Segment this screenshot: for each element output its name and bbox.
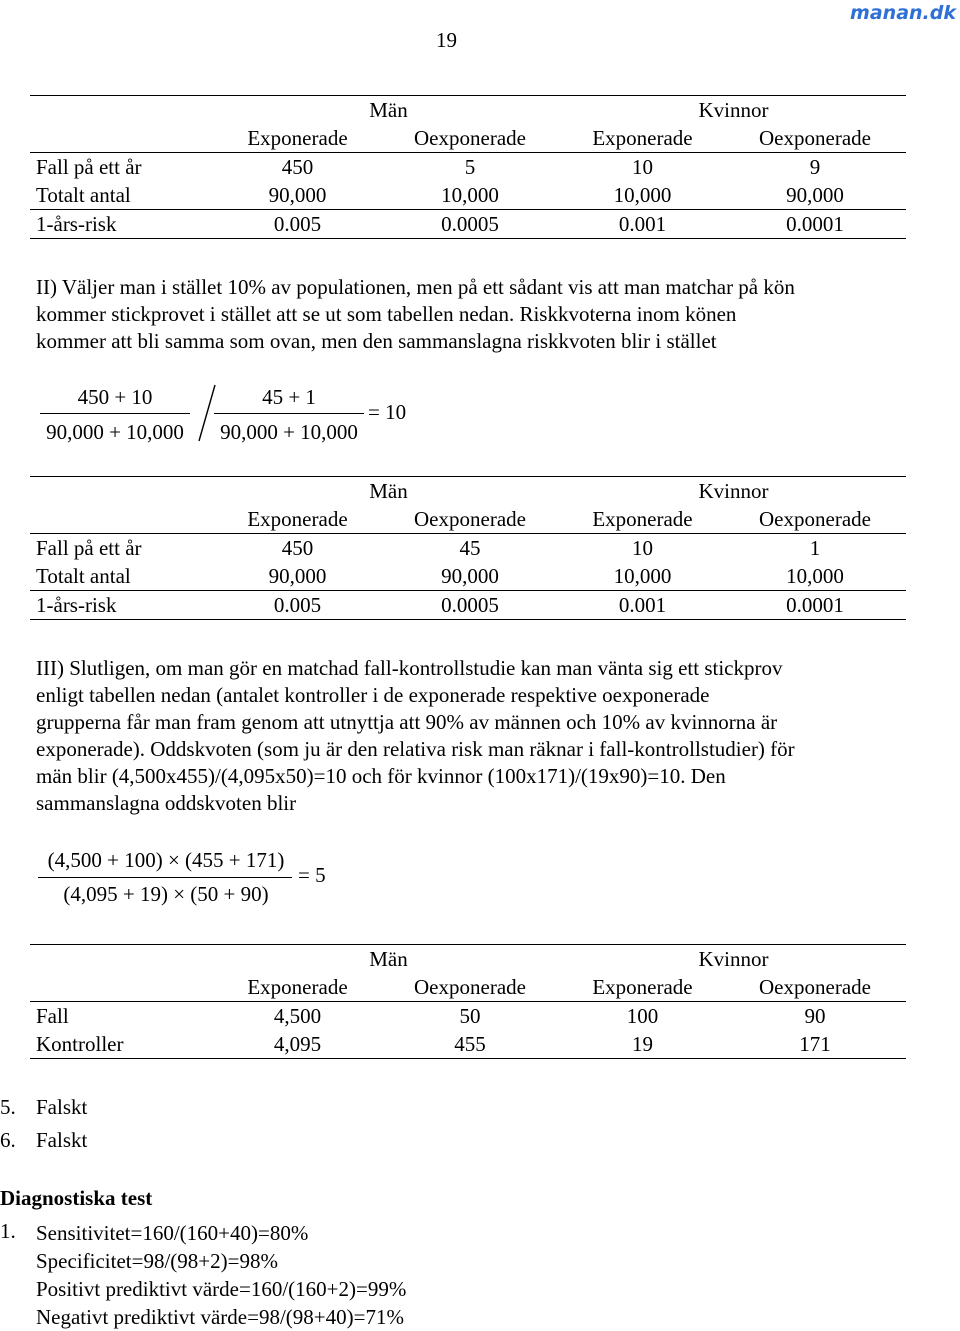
- table-cell: 0.001: [561, 591, 724, 620]
- column-header: Exponerade: [247, 126, 348, 150]
- formula-result: = 10: [368, 400, 407, 424]
- table-cell: 90,000: [441, 564, 499, 588]
- table-cell: 10: [561, 153, 724, 182]
- paragraph-iii: [36, 655, 916, 817]
- table-cell: 450: [216, 534, 379, 563]
- table-cell: 10,000: [613, 564, 672, 588]
- page-number: 19: [436, 28, 457, 52]
- column-header: Exponerade: [592, 126, 693, 150]
- table-cell: 10,000: [786, 564, 844, 588]
- risk-table-2: [30, 476, 906, 620]
- row-label: Fall på ett år: [30, 534, 216, 563]
- list-item: Sensitivitet=160/(160+40)=80%: [36, 1221, 309, 1245]
- table-cell: 19: [561, 1030, 724, 1059]
- table-cell: 0.005: [216, 591, 379, 620]
- table-cell: 90,000: [268, 183, 327, 207]
- fraction-bar: [38, 877, 292, 878]
- table-cell: 5: [379, 153, 561, 182]
- column-header: Exponerade: [247, 507, 348, 531]
- column-header: Oexponerade: [414, 126, 526, 150]
- column-header: Oexponerade: [759, 975, 871, 999]
- list-item: Specificitet=98/(98+2)=98%: [36, 1249, 278, 1273]
- column-header: Oexponerade: [759, 126, 871, 150]
- answer-number: 6.: [0, 1128, 16, 1152]
- text-line: män blir (4,500x455)/(4,095x50)=10 och för kvinnor (100x171)/(19x90)=10. Den: [36, 764, 726, 788]
- section-heading: Diagnostiska test: [0, 1186, 153, 1210]
- row-label: 1-års-risk: [30, 210, 216, 239]
- table-cell: 0.005: [216, 210, 379, 239]
- answer-text: Falskt: [36, 1095, 88, 1119]
- table-row: [30, 153, 906, 182]
- table-cell: 90,000: [786, 183, 844, 207]
- table-cell: 4,095: [216, 1030, 379, 1059]
- table-row: [30, 210, 906, 239]
- text-line: kommer att bli samma som ovan, men den sammanslagna riskkvoten blir i stället: [36, 329, 717, 353]
- table-cell: 50: [379, 1002, 561, 1031]
- table-row: [30, 591, 906, 620]
- row-label: 1-års-risk: [30, 591, 216, 620]
- answer-number: 5.: [0, 1095, 16, 1119]
- column-header: Oexponerade: [414, 507, 526, 531]
- diagnostic-results: [36, 1219, 406, 1331]
- column-header: Exponerade: [592, 507, 693, 531]
- table-row: [30, 534, 906, 563]
- table-row: [30, 1030, 906, 1059]
- text-line: II) Väljer man i stället 10% av populationen, men på ett sådant vis att man matchar på kön: [36, 275, 795, 299]
- column-header: Oexponerade: [759, 507, 871, 531]
- table-cell: 1: [724, 534, 906, 563]
- group-header-women: Kvinnor: [561, 96, 906, 125]
- table-cell: 10: [561, 534, 724, 563]
- table-cell: 4,500: [216, 1002, 379, 1031]
- column-header: Oexponerade: [414, 975, 526, 999]
- text-line: kommer stickprovet i stället att se ut som tabellen nedan. Riskkvoterna inom könen: [36, 302, 737, 326]
- table-cell: 171: [724, 1030, 906, 1059]
- row-label: Fall på ett år: [30, 153, 216, 182]
- text-line: enligt tabellen nedan (antalet kontroller i de exponerade respektive oexponerade: [36, 683, 710, 707]
- paragraph-ii: [36, 274, 916, 355]
- answer-item: [0, 1095, 16, 1120]
- row-label: Kontroller: [30, 1030, 216, 1059]
- text-line: grupperna får man fram genom att utnyttja att 90% av männen och 10% av kvinnorna är: [36, 710, 778, 734]
- table-cell: 0.0005: [379, 591, 561, 620]
- answer-item: [0, 1128, 16, 1153]
- formula-result: = 5: [298, 863, 326, 887]
- row-label: Fall: [30, 1002, 216, 1031]
- table-row: [30, 1002, 906, 1031]
- table-cell: 90: [724, 1002, 906, 1031]
- fraction-denominator: 90,000 + 10,000: [220, 420, 358, 444]
- risk-table-1: [30, 95, 906, 239]
- table-cell: 0.0001: [724, 210, 906, 239]
- text-line: III) Slutligen, om man gör en matchad fall-kontrollstudie kan man vänta sig ett stickprov: [36, 656, 783, 680]
- list-number: 1.: [0, 1219, 16, 1243]
- table-row: [30, 181, 906, 210]
- fraction-bar: [214, 413, 364, 414]
- fraction-bar: [40, 413, 190, 414]
- fraction-denominator: 90,000 + 10,000: [46, 420, 184, 444]
- table-cell: 455: [379, 1030, 561, 1059]
- table-cell: 0.0005: [379, 210, 561, 239]
- fraction-numerator: (4,500 + 100) × (455 + 171): [47, 848, 285, 872]
- group-header-men: Män: [216, 945, 561, 974]
- group-header-women: Kvinnor: [561, 477, 906, 506]
- column-header: Exponerade: [247, 975, 348, 999]
- table-cell: 100: [561, 1002, 724, 1031]
- group-header-men: Män: [216, 96, 561, 125]
- answer-text: Falskt: [36, 1128, 88, 1152]
- group-header-men: Män: [216, 477, 561, 506]
- text-line: exponerade). Oddskvoten (som ju är den relativa risk man räknar i fall-kontrollstudier) för: [36, 737, 795, 761]
- row-label: Totalt antal: [36, 183, 131, 207]
- table-cell: 9: [724, 153, 906, 182]
- fraction-denominator: (4,095 + 19) × (50 + 90): [63, 882, 269, 906]
- text-line: sammanslagna oddskvoten blir: [36, 791, 297, 815]
- table-cell: 10,000: [441, 183, 499, 207]
- list-item: Negativt prediktivt värde=98/(98+40)=71%: [36, 1305, 404, 1329]
- list-item: Positivt prediktivt värde=160/(160+2)=99%: [36, 1277, 407, 1301]
- row-label: Totalt antal: [36, 564, 131, 588]
- fraction-numerator: 450 + 10: [77, 385, 153, 409]
- table-cell: 0.0001: [724, 591, 906, 620]
- watermark: manan.dk: [850, 2, 956, 24]
- table-cell: 0.001: [561, 210, 724, 239]
- group-header-women: Kvinnor: [561, 945, 906, 974]
- column-header: Exponerade: [592, 975, 693, 999]
- fraction-numerator: 45 + 1: [262, 385, 316, 409]
- table-cell: 45: [379, 534, 561, 563]
- table-row: [30, 562, 906, 591]
- table-cell: 10,000: [613, 183, 672, 207]
- case-control-table: [30, 944, 906, 1059]
- table-cell: 90,000: [268, 564, 327, 588]
- table-cell: 450: [216, 153, 379, 182]
